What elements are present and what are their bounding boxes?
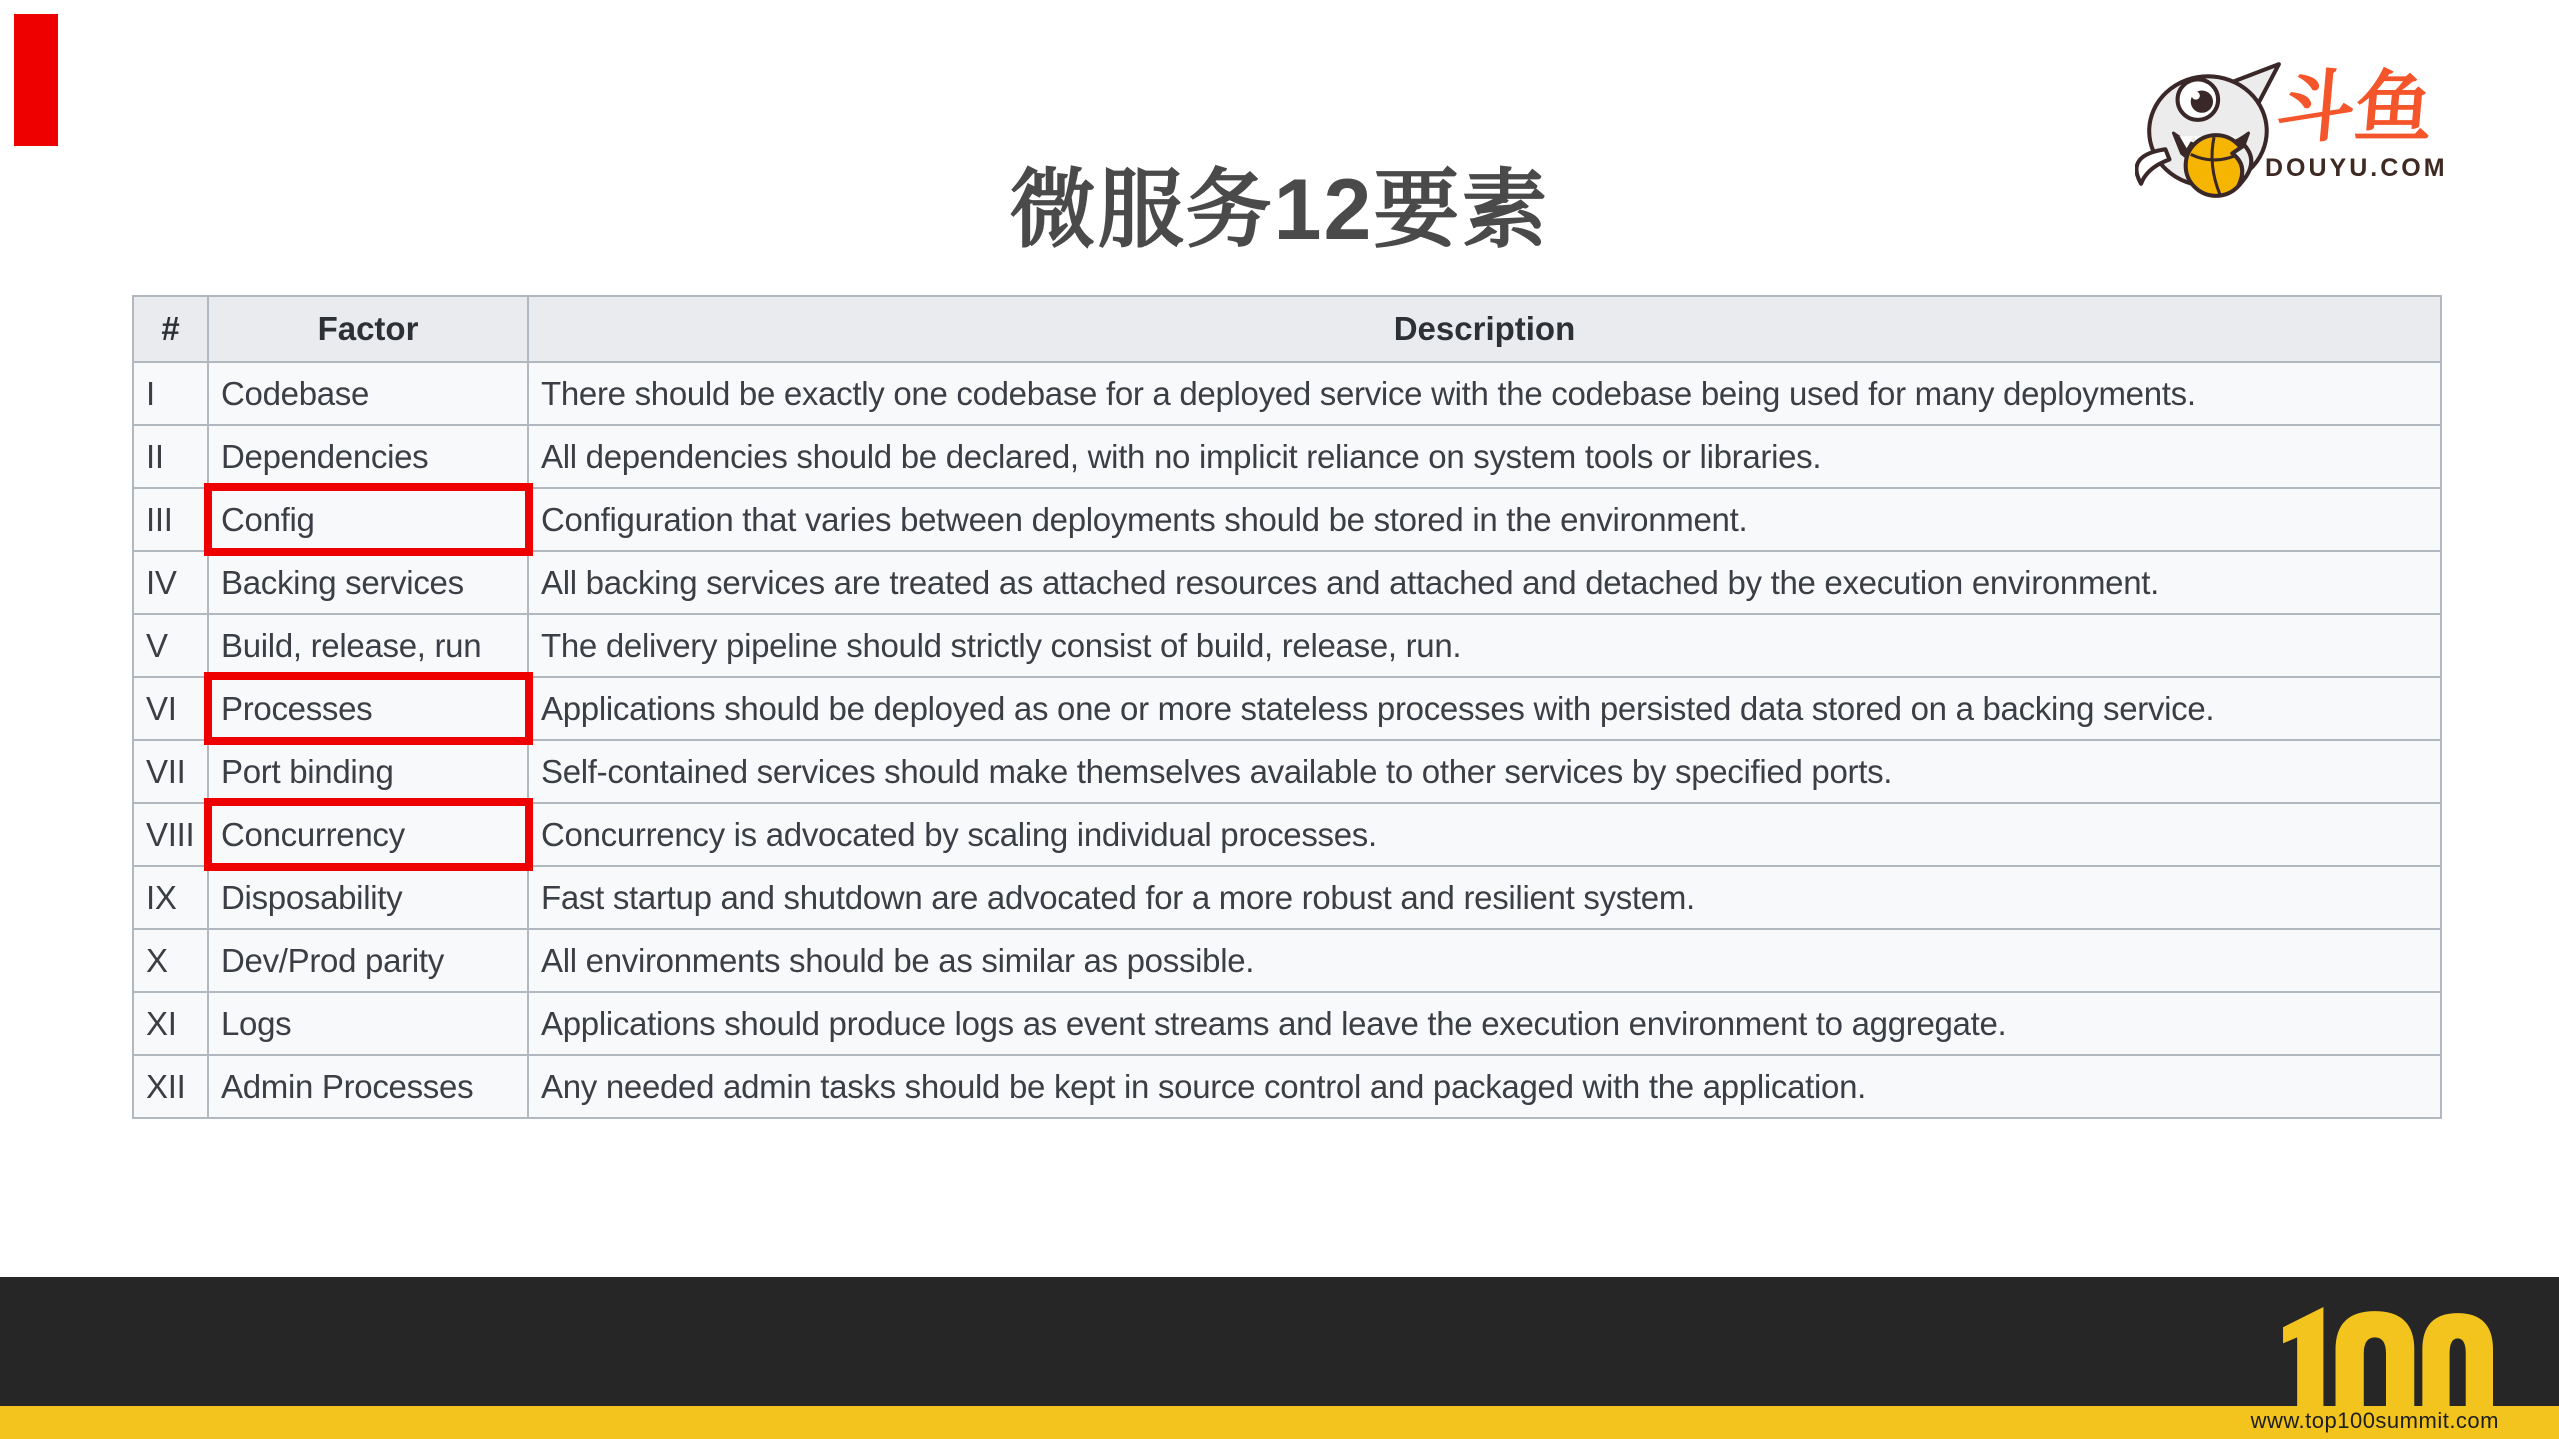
description-cell: All environments should be as similar as possible. xyxy=(528,929,2441,992)
header-description: Description xyxy=(528,296,2441,362)
table-row xyxy=(133,488,2441,551)
footer-bar xyxy=(0,1277,2559,1406)
row-number-cell: VIII xyxy=(133,803,208,866)
row-number-cell: XI xyxy=(133,992,208,1055)
factor-cell: Disposability xyxy=(208,866,528,929)
corner-ribbon xyxy=(14,14,58,146)
row-number-cell: X xyxy=(133,929,208,992)
factors-table-body xyxy=(133,362,2441,1118)
row-number-cell: XII xyxy=(133,1055,208,1118)
twelve-factor-table xyxy=(132,295,2442,1119)
table-row xyxy=(133,803,2441,866)
factor-cell: Dev/Prod parity xyxy=(208,929,528,992)
douyu-brand-text: 斗鱼 xyxy=(2273,63,2437,151)
description-cell: The delivery pipeline should strictly consist of build, release, run. xyxy=(528,614,2441,677)
table-header-row xyxy=(133,296,2441,362)
header-number: # xyxy=(133,296,208,362)
footer-strip xyxy=(0,1406,2559,1439)
factor-cell: Dependencies xyxy=(208,425,528,488)
factor-cell: Processes xyxy=(208,677,528,740)
row-number-cell: VII xyxy=(133,740,208,803)
row-number-cell: III xyxy=(133,488,208,551)
factor-cell: Build, release, run xyxy=(208,614,528,677)
table-row xyxy=(133,362,2441,425)
factor-cell: Codebase xyxy=(208,362,528,425)
highlight-box xyxy=(204,483,533,556)
row-number-cell: IX xyxy=(133,866,208,929)
description-cell: Applications should be deployed as one or more stateless processes with persisted data stored on a backing service. xyxy=(528,677,2441,740)
description-cell: Self-contained services should make themselves available to other services by specified ports. xyxy=(528,740,2441,803)
description-cell: Configuration that varies between deployments should be stored in the environment. xyxy=(528,488,2441,551)
description-cell: Concurrency is advocated by scaling individual processes. xyxy=(528,803,2441,866)
factor-cell: Concurrency xyxy=(208,803,528,866)
douyu-logo xyxy=(2135,48,2475,208)
factor-cell: Backing services xyxy=(208,551,528,614)
row-number-cell: IV xyxy=(133,551,208,614)
row-number-cell: V xyxy=(133,614,208,677)
table-row xyxy=(133,929,2441,992)
table-row xyxy=(133,677,2441,740)
table-row xyxy=(133,1055,2441,1118)
description-cell: All dependencies should be declared, with no implicit reliance on system tools or libraries. xyxy=(528,425,2441,488)
table-row xyxy=(133,740,2441,803)
factor-cell: Port binding xyxy=(208,740,528,803)
description-cell: All backing services are treated as attached resources and attached and detached by the execution environment. xyxy=(528,551,2441,614)
highlight-box xyxy=(204,798,533,871)
factor-cell: Logs xyxy=(208,992,528,1055)
row-number-cell: I xyxy=(133,362,208,425)
table-row xyxy=(133,866,2441,929)
row-number-cell: II xyxy=(133,425,208,488)
table-row xyxy=(133,551,2441,614)
highlight-box xyxy=(204,672,533,745)
header-factor: Factor xyxy=(208,296,528,362)
factor-cell: Config xyxy=(208,488,528,551)
page-title: 微服务12要素 xyxy=(1009,161,1550,258)
table-row xyxy=(133,614,2441,677)
factor-cell: Admin Processes xyxy=(208,1055,528,1118)
top100-logo xyxy=(2279,1307,2493,1406)
douyu-domain-text: DOUYU.COM xyxy=(2265,154,2448,182)
description-cell: Applications should produce logs as event streams and leave the execution environment to aggregate. xyxy=(528,992,2441,1055)
description-cell: There should be exactly one codebase for a deployed service with the codebase being used for many deployments. xyxy=(528,362,2441,425)
footer-url: www.top100summit.com xyxy=(2250,1408,2499,1433)
table-row xyxy=(133,992,2441,1055)
description-cell: Fast startup and shutdown are advocated for a more robust and resilient system. xyxy=(528,866,2441,929)
row-number-cell: VI xyxy=(133,677,208,740)
description-cell: Any needed admin tasks should be kept in source control and packaged with the application. xyxy=(528,1055,2441,1118)
table-row xyxy=(133,425,2441,488)
